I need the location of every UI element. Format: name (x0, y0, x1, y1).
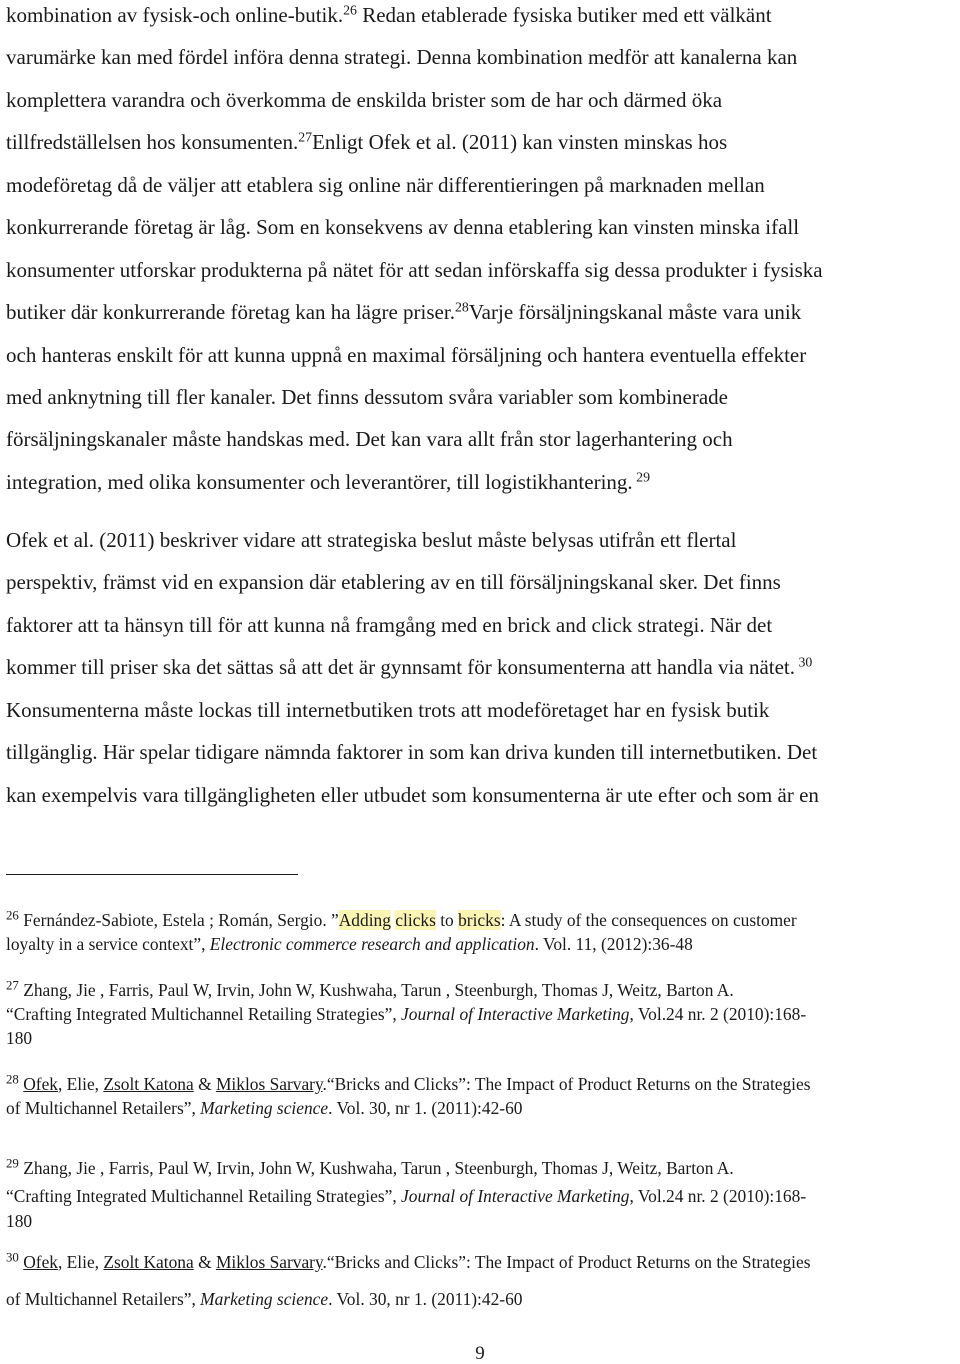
footnote-line: $^{30}$ Ofek, Elie, Zsolt Katona & Miklos Sarvary.“Bricks and Clicks”: The Impact of Product Returns on the Strategies (6, 1250, 811, 1272)
body-line: komplettera varandra och överkomma de enskilda brister som de har och därmed öka (6, 88, 723, 112)
body-line: Ofek et al. (2011) beskriver vidare att strategiska beslut måste belysas utifrån ett flertal (6, 528, 737, 552)
footnote-line: 180 (6, 1028, 33, 1048)
footnote-line: of Multichannel Retailers”, Marketing science. Vol. 30, nr 1. (2011):42-60 (6, 1098, 523, 1118)
body-line: kommer till priser ska det sättas så att det är gynnsamt för konsumenterna att handla via nätet. $^{30}$ (6, 654, 813, 679)
body-line: tillgänglig. Här spelar tidigare nämnda faktorer in som kan driva kunden till internetbutiken. Det (6, 740, 818, 764)
footnote-reference: 26 (343, 2, 357, 18)
journal-title: Electronic commerce research and application (209, 934, 535, 954)
author-link: Miklos Sarvary (215, 1252, 323, 1272)
journal-title: Marketing science (200, 1098, 329, 1118)
body-line: Konsumenterna måste lockas till internetbutiken trots att modeföretaget har en fysisk butik (6, 698, 770, 722)
footnote-reference: 29 (632, 469, 650, 485)
footnote-reference: 28 (454, 299, 469, 315)
footnote-line: “Crafting Integrated Multichannel Retailing Strategies”, Journal of Interactive Marketing, Vol.24 nr. 2 (2010):168- (6, 1186, 807, 1206)
page-number: 9 (475, 1343, 485, 1364)
body-line: perspektiv, främst vid en expansion där etablering av en till försäljningskanal sker. Det finns (6, 570, 781, 594)
journal-title: Journal of Interactive Marketing (401, 1186, 630, 1206)
footnote-line: $^{29}$ Zhang, Jie , Farris, Paul W, Irvin, John W, Kushwaha, Tarun , Steenburgh, Thomas J, Weitz, Barton A. (6, 1156, 734, 1178)
highlighted-word: clicks (395, 910, 436, 930)
author-link: Zsolt Katona (103, 1074, 194, 1094)
footnote-line: $^{27}$ Zhang, Jie , Farris, Paul W, Irvin, John W, Kushwaha, Tarun , Steenburgh, Thomas J, Weitz, Barton A. (6, 978, 734, 1000)
footnote-reference: 27 (298, 129, 313, 145)
body-line: kan exempelvis vara tillgängligheten eller utbudet som konsumenterna är ute efter och som är en (6, 783, 819, 807)
footnote-mark: 28 (6, 1072, 19, 1087)
body-line: faktorer att ta hänsyn till för att kunna nå framgång med en brick and click strategi. När det (6, 613, 773, 637)
journal-title: Journal of Interactive Marketing (401, 1004, 630, 1024)
body-line: butiker där konkurrerande företag kan ha lägre priser.$^{28}$Varje försäljningskanal måste vara unik (6, 299, 802, 324)
body-line: konkurrerande företag är låg. Som en konsekvens av denna etablering kan vinsten minska ifall (6, 215, 800, 239)
footnote-reference: 30 (795, 654, 813, 670)
footnote-mark: 30 (6, 1250, 19, 1265)
highlighted-word: Adding (338, 910, 391, 930)
author-link: Ofek (23, 1074, 58, 1094)
journal-title: Marketing science (200, 1289, 329, 1309)
footnote-line: $^{26}$ Fernández-Sabiote, Estela ; Román, Sergio. ”Adding clicks to bricks: A study of the consequences on customer (6, 908, 797, 930)
highlighted-word: bricks (458, 910, 501, 930)
author-link: Miklos Sarvary (215, 1074, 323, 1094)
author-link: Ofek (23, 1252, 58, 1272)
body-line: varumärke kan med fördel införa denna strategi. Denna kombination medför att kanalerna kan (6, 45, 798, 69)
body-line: försäljningskanaler måste handskas med. Det kan vara allt från stor lagerhantering och (6, 427, 733, 451)
body-line: kombination av fysisk-och online-butik.$^{26}$ Redan etablerade fysiska butiker med ett välkänt (6, 2, 772, 27)
body-line: integration, med olika konsumenter och leverantörer, till logistikhantering. $^{29}$ (6, 469, 650, 494)
body-line: tillfredställelsen hos konsumenten.$^{27}$Enligt Ofek et al. (2011) kan vinsten minskas hos (6, 129, 728, 154)
footnote-mark: 27 (6, 978, 19, 993)
footnote-line: “Crafting Integrated Multichannel Retailing Strategies”, Journal of Interactive Marketing, Vol.24 nr. 2 (2010):168- (6, 1004, 807, 1024)
body-line: modeföretag då de väljer att etablera sig online när differentieringen på marknaden mellan (6, 173, 765, 197)
footnote-separator (6, 874, 298, 875)
body-line: och hanteras enskilt för att kunna uppnå en maximal försäljning och hantera eventuella effekter (6, 343, 807, 367)
footnote-line: loyalty in a service context”, Electronic commerce research and application. Vol. 11, (2012):36-48 (6, 934, 693, 954)
body-line: med anknytning till fler kanaler. Det finns dessutom svåra variabler som kombinerade (6, 385, 728, 409)
footnote-line: $^{28}$ Ofek, Elie, Zsolt Katona & Miklos Sarvary.“Bricks and Clicks”: The Impact of Product Returns on the Strategies (6, 1072, 811, 1094)
body-line: konsumenter utforskar produkterna på nätet för att sedan införskaffa sig dessa produkter i fysiska (6, 258, 823, 282)
footnote-line: of Multichannel Retailers”, Marketing science. Vol. 30, nr 1. (2011):42-60 (6, 1289, 523, 1309)
footnote-mark: 29 (6, 1156, 19, 1171)
footnote-line: 180 (6, 1211, 33, 1231)
footnote-mark: 26 (6, 908, 19, 923)
author-link: Zsolt Katona (103, 1252, 194, 1272)
